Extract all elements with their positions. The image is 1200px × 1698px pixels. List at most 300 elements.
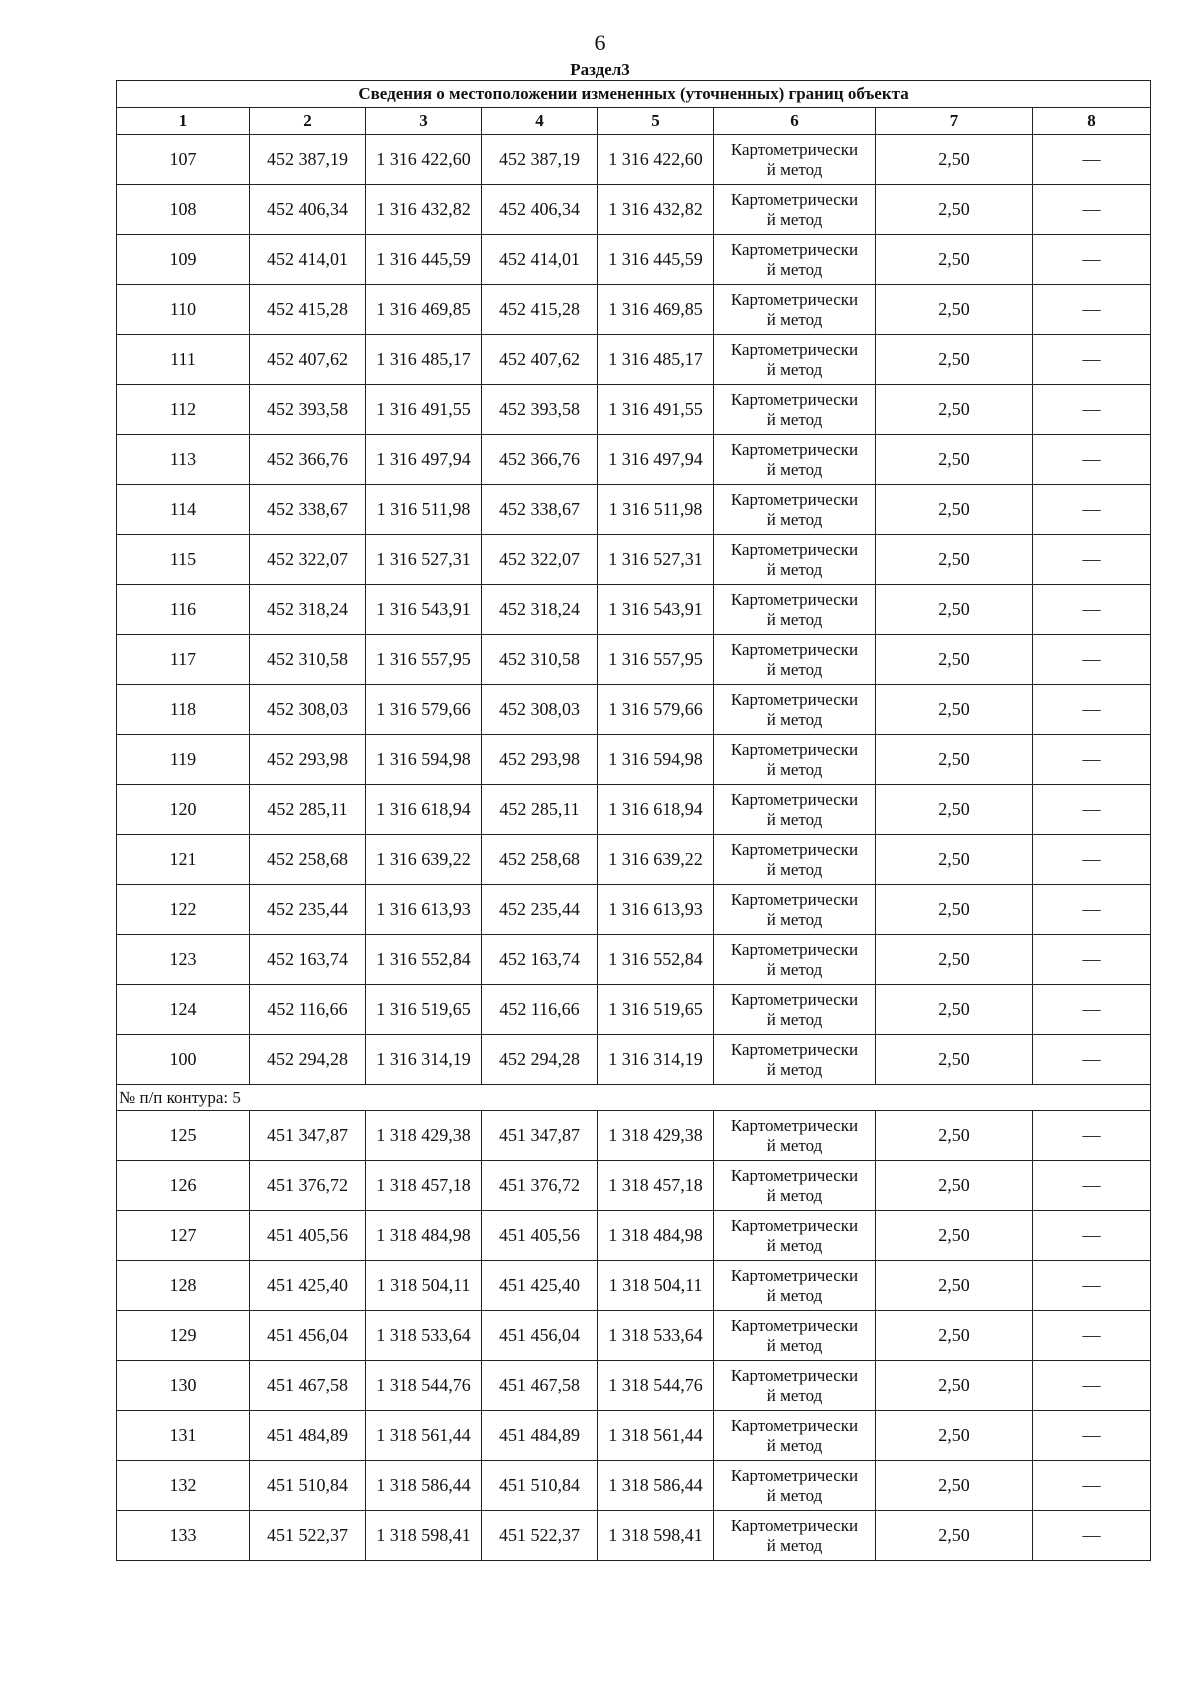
existing-x-cell: 452 366,76: [250, 435, 366, 485]
point-number-cell: 126: [117, 1161, 250, 1211]
note-cell: —: [1033, 985, 1151, 1035]
new-x-cell: 452 310,58: [482, 635, 598, 685]
method-line-2: й метод: [766, 1009, 823, 1029]
table-row: [117, 335, 1151, 385]
accuracy-cell: 2,50: [876, 785, 1033, 835]
table-row: [117, 685, 1151, 735]
accuracy-cell: 2,50: [876, 335, 1033, 385]
accuracy-cell: 2,50: [876, 985, 1033, 1035]
existing-y-cell: 1 316 314,19: [366, 1035, 482, 1085]
new-x-cell: 452 406,34: [482, 185, 598, 235]
existing-x-cell: 452 415,28: [250, 285, 366, 335]
table-row: [117, 435, 1151, 485]
method-line-2: й метод: [766, 759, 823, 779]
new-x-cell: 452 116,66: [482, 985, 598, 1035]
point-number-cell: 132: [117, 1461, 250, 1511]
existing-y-cell: 1 318 533,64: [366, 1311, 482, 1361]
column-numbers-row: [117, 108, 1151, 135]
point-number-cell: 114: [117, 485, 250, 535]
method-line-1: Картометрически: [730, 939, 859, 959]
method-line-1: Картометрически: [730, 189, 859, 209]
table-row: [117, 935, 1151, 985]
method-line-1: Картометрически: [730, 639, 859, 659]
new-x-cell: 452 414,01: [482, 235, 598, 285]
existing-y-cell: 1 316 511,98: [366, 485, 482, 535]
new-y-cell: 1 316 557,95: [598, 635, 714, 685]
existing-x-cell: 452 322,07: [250, 535, 366, 585]
table-row: [117, 185, 1151, 235]
new-y-cell: 1 316 552,84: [598, 935, 714, 985]
method-line-2: й метод: [766, 709, 823, 729]
note-cell: —: [1033, 935, 1151, 985]
existing-y-cell: 1 318 598,41: [366, 1511, 482, 1561]
new-x-cell: 451 376,72: [482, 1161, 598, 1211]
existing-x-cell: 452 285,11: [250, 785, 366, 835]
new-x-cell: 452 415,28: [482, 285, 598, 335]
point-number-cell: 111: [117, 335, 250, 385]
point-number-cell: 130: [117, 1361, 250, 1411]
method-line-1: Картометрически: [730, 139, 859, 159]
method-line-1: Картометрически: [730, 539, 859, 559]
method-line-1: Картометрически: [730, 1315, 859, 1335]
existing-x-cell: 452 407,62: [250, 335, 366, 385]
method-line-1: Картометрически: [730, 439, 859, 459]
accuracy-cell: 2,50: [876, 1311, 1033, 1361]
method-line-2: й метод: [766, 1535, 823, 1555]
note-cell: —: [1033, 1261, 1151, 1311]
method-cell: [714, 585, 876, 635]
point-number-cell: 131: [117, 1411, 250, 1461]
accuracy-cell: 2,50: [876, 1411, 1033, 1461]
table-row: [117, 1211, 1151, 1261]
new-x-cell: 452 235,44: [482, 885, 598, 935]
accuracy-cell: 2,50: [876, 585, 1033, 635]
method-cell: [714, 435, 876, 485]
method-cell: [714, 785, 876, 835]
point-number-cell: 122: [117, 885, 250, 935]
existing-x-cell: 451 425,40: [250, 1261, 366, 1311]
existing-y-cell: 1 318 544,76: [366, 1361, 482, 1411]
existing-y-cell: 1 316 445,59: [366, 235, 482, 285]
table-row: [117, 385, 1151, 435]
method-cell: [714, 235, 876, 285]
accuracy-cell: 2,50: [876, 1211, 1033, 1261]
table-caption: Сведения о местоположении измененных (уточненных) границ объекта: [117, 81, 1151, 108]
note-cell: —: [1033, 1511, 1151, 1561]
new-x-cell: 451 456,04: [482, 1311, 598, 1361]
new-x-cell: 451 467,58: [482, 1361, 598, 1411]
note-cell: —: [1033, 185, 1151, 235]
accuracy-cell: 2,50: [876, 1035, 1033, 1085]
column-number-7: 7: [876, 108, 1033, 135]
existing-y-cell: 1 316 552,84: [366, 935, 482, 985]
method-cell: [714, 1211, 876, 1261]
point-number-cell: 128: [117, 1261, 250, 1311]
table-row: [117, 1311, 1151, 1361]
existing-y-cell: 1 318 484,98: [366, 1211, 482, 1261]
new-y-cell: 1 316 594,98: [598, 735, 714, 785]
point-number-cell: 112: [117, 385, 250, 435]
method-cell: [714, 1161, 876, 1211]
new-y-cell: 1 318 484,98: [598, 1211, 714, 1261]
method-cell: [714, 135, 876, 185]
new-y-cell: 1 316 497,94: [598, 435, 714, 485]
note-cell: —: [1033, 1211, 1151, 1261]
method-cell: [714, 885, 876, 935]
contour-group-5: [117, 1111, 1151, 1561]
existing-x-cell: 452 318,24: [250, 585, 366, 635]
page-number: 6: [594, 30, 606, 55]
new-y-cell: 1 316 511,98: [598, 485, 714, 535]
contour-separator: [117, 1085, 1151, 1111]
note-cell: —: [1033, 335, 1151, 385]
point-number-cell: 133: [117, 1511, 250, 1561]
note-cell: —: [1033, 1311, 1151, 1361]
method-line-2: й метод: [766, 159, 823, 179]
existing-y-cell: 1 316 527,31: [366, 535, 482, 585]
method-line-1: Картометрически: [730, 1039, 859, 1059]
existing-y-cell: 1 316 618,94: [366, 785, 482, 835]
method-line-1: Картометрически: [730, 1215, 859, 1235]
existing-y-cell: 1 318 429,38: [366, 1111, 482, 1161]
existing-y-cell: 1 316 557,95: [366, 635, 482, 685]
existing-x-cell: 452 235,44: [250, 885, 366, 935]
column-number-1: 1: [117, 108, 250, 135]
new-y-cell: 1 316 445,59: [598, 235, 714, 285]
accuracy-cell: 2,50: [876, 685, 1033, 735]
column-number-2: 2: [250, 108, 366, 135]
new-y-cell: 1 318 533,64: [598, 1311, 714, 1361]
method-cell: [714, 1411, 876, 1461]
note-cell: —: [1033, 785, 1151, 835]
accuracy-cell: 2,50: [876, 435, 1033, 485]
point-number-cell: 110: [117, 285, 250, 335]
note-cell: —: [1033, 1161, 1151, 1211]
point-number-cell: 100: [117, 1035, 250, 1085]
existing-x-cell: 452 414,01: [250, 235, 366, 285]
point-number-cell: 116: [117, 585, 250, 635]
method-line-1: Картометрически: [730, 1365, 859, 1385]
new-y-cell: 1 316 527,31: [598, 535, 714, 585]
note-cell: —: [1033, 685, 1151, 735]
point-number-cell: 107: [117, 135, 250, 185]
existing-x-cell: 452 163,74: [250, 935, 366, 985]
accuracy-cell: 2,50: [876, 1161, 1033, 1211]
existing-x-cell: 451 467,58: [250, 1361, 366, 1411]
new-y-cell: 1 316 485,17: [598, 335, 714, 385]
existing-x-cell: 452 387,19: [250, 135, 366, 185]
table-row: [117, 1035, 1151, 1085]
new-x-cell: 452 318,24: [482, 585, 598, 635]
existing-x-cell: 452 293,98: [250, 735, 366, 785]
note-cell: —: [1033, 585, 1151, 635]
table-row: [117, 1161, 1151, 1211]
note-cell: —: [1033, 285, 1151, 335]
table-row: [117, 285, 1151, 335]
existing-x-cell: 452 258,68: [250, 835, 366, 885]
method-cell: [714, 985, 876, 1035]
existing-x-cell: 451 522,37: [250, 1511, 366, 1561]
method-line-1: Картометрически: [730, 739, 859, 759]
method-line-1: Картометрически: [730, 1265, 859, 1285]
new-x-cell: 452 366,76: [482, 435, 598, 485]
contour-group-1: [117, 135, 1151, 1085]
existing-x-cell: 452 294,28: [250, 1035, 366, 1085]
new-x-cell: 452 285,11: [482, 785, 598, 835]
new-y-cell: 1 316 519,65: [598, 985, 714, 1035]
table-caption-row: [117, 81, 1151, 108]
accuracy-cell: 2,50: [876, 285, 1033, 335]
table-row: [117, 585, 1151, 635]
new-y-cell: 1 318 429,38: [598, 1111, 714, 1161]
note-cell: —: [1033, 385, 1151, 435]
existing-x-cell: 451 456,04: [250, 1311, 366, 1361]
method-line-1: Картометрически: [730, 989, 859, 1009]
section-title: Раздел3: [570, 60, 630, 79]
new-x-cell: 452 258,68: [482, 835, 598, 885]
note-cell: —: [1033, 735, 1151, 785]
column-number-6: 6: [714, 108, 876, 135]
method-line-1: Картометрически: [730, 839, 859, 859]
method-line-2: й метод: [766, 959, 823, 979]
column-number-8: 8: [1033, 108, 1151, 135]
method-line-2: й метод: [766, 1135, 823, 1155]
column-number-3: 3: [366, 108, 482, 135]
method-line-2: й метод: [766, 259, 823, 279]
existing-x-cell: 452 406,34: [250, 185, 366, 235]
accuracy-cell: 2,50: [876, 1361, 1033, 1411]
accuracy-cell: 2,50: [876, 385, 1033, 435]
table-row: [117, 1511, 1151, 1561]
method-cell: [714, 1361, 876, 1411]
note-cell: —: [1033, 1411, 1151, 1461]
existing-x-cell: 452 116,66: [250, 985, 366, 1035]
new-x-cell: 452 293,98: [482, 735, 598, 785]
accuracy-cell: 2,50: [876, 1511, 1033, 1561]
existing-y-cell: 1 316 519,65: [366, 985, 482, 1035]
method-cell: [714, 1111, 876, 1161]
point-number-cell: 113: [117, 435, 250, 485]
note-cell: —: [1033, 1461, 1151, 1511]
existing-y-cell: 1 318 561,44: [366, 1411, 482, 1461]
new-y-cell: 1 318 598,41: [598, 1511, 714, 1561]
note-cell: —: [1033, 635, 1151, 685]
note-cell: —: [1033, 485, 1151, 535]
method-line-2: й метод: [766, 609, 823, 629]
table-row: [117, 635, 1151, 685]
existing-y-cell: 1 316 485,17: [366, 335, 482, 385]
method-line-1: Картометрически: [730, 489, 859, 509]
existing-y-cell: 1 316 613,93: [366, 885, 482, 935]
new-y-cell: 1 316 639,22: [598, 835, 714, 885]
new-x-cell: 452 294,28: [482, 1035, 598, 1085]
method-line-2: й метод: [766, 1485, 823, 1505]
table-row: [117, 485, 1151, 535]
table-row: [117, 1111, 1151, 1161]
table-row: [117, 985, 1151, 1035]
accuracy-cell: 2,50: [876, 1111, 1033, 1161]
accuracy-cell: 2,50: [876, 185, 1033, 235]
new-x-cell: 451 405,56: [482, 1211, 598, 1261]
method-line-2: й метод: [766, 809, 823, 829]
accuracy-cell: 2,50: [876, 935, 1033, 985]
accuracy-cell: 2,50: [876, 235, 1033, 285]
point-number-cell: 109: [117, 235, 250, 285]
table-row: [117, 885, 1151, 935]
method-cell: [714, 1261, 876, 1311]
new-x-cell: 452 393,58: [482, 385, 598, 435]
method-cell: [714, 335, 876, 385]
existing-y-cell: 1 316 491,55: [366, 385, 482, 435]
existing-x-cell: 452 338,67: [250, 485, 366, 535]
method-cell: [714, 935, 876, 985]
table-row: [117, 1261, 1151, 1311]
point-number-cell: 121: [117, 835, 250, 885]
coordinates-table: [116, 80, 1151, 1561]
table-row: [117, 735, 1151, 785]
method-line-2: й метод: [766, 859, 823, 879]
note-cell: —: [1033, 835, 1151, 885]
point-number-cell: 127: [117, 1211, 250, 1261]
method-cell: [714, 535, 876, 585]
method-cell: [714, 485, 876, 535]
note-cell: —: [1033, 435, 1151, 485]
table-row: [117, 135, 1151, 185]
method-line-1: Картометрически: [730, 239, 859, 259]
method-line-2: й метод: [766, 1185, 823, 1205]
note-cell: —: [1033, 885, 1151, 935]
accuracy-cell: 2,50: [876, 535, 1033, 585]
accuracy-cell: 2,50: [876, 485, 1033, 535]
method-line-1: Картометрически: [730, 1165, 859, 1185]
method-cell: [714, 385, 876, 435]
table-row: [117, 235, 1151, 285]
existing-y-cell: 1 318 504,11: [366, 1261, 482, 1311]
new-x-cell: 451 347,87: [482, 1111, 598, 1161]
method-line-1: Картометрически: [730, 889, 859, 909]
existing-x-cell: 451 510,84: [250, 1461, 366, 1511]
method-line-2: й метод: [766, 359, 823, 379]
point-number-cell: 123: [117, 935, 250, 985]
existing-y-cell: 1 316 497,94: [366, 435, 482, 485]
method-line-2: й метод: [766, 309, 823, 329]
table-row: [117, 785, 1151, 835]
point-number-cell: 124: [117, 985, 250, 1035]
existing-y-cell: 1 316 543,91: [366, 585, 482, 635]
new-y-cell: 1 318 544,76: [598, 1361, 714, 1411]
method-line-2: й метод: [766, 1235, 823, 1255]
method-line-2: й метод: [766, 509, 823, 529]
table-row: [117, 1361, 1151, 1411]
table-row: [117, 535, 1151, 585]
new-y-cell: 1 316 314,19: [598, 1035, 714, 1085]
method-line-2: й метод: [766, 909, 823, 929]
method-line-2: й метод: [766, 459, 823, 479]
method-line-1: Картометрически: [730, 1465, 859, 1485]
new-y-cell: 1 318 504,11: [598, 1261, 714, 1311]
column-number-5: 5: [598, 108, 714, 135]
contour-label: № п/п контура: 5: [117, 1085, 1151, 1111]
point-number-cell: 115: [117, 535, 250, 585]
note-cell: —: [1033, 1111, 1151, 1161]
existing-x-cell: 451 347,87: [250, 1111, 366, 1161]
new-y-cell: 1 316 469,85: [598, 285, 714, 335]
existing-x-cell: 451 376,72: [250, 1161, 366, 1211]
existing-y-cell: 1 318 457,18: [366, 1161, 482, 1211]
note-cell: —: [1033, 235, 1151, 285]
existing-x-cell: 452 308,03: [250, 685, 366, 735]
point-number-cell: 125: [117, 1111, 250, 1161]
new-x-cell: 452 322,07: [482, 535, 598, 585]
existing-x-cell: 451 484,89: [250, 1411, 366, 1461]
accuracy-cell: 2,50: [876, 1461, 1033, 1511]
method-line-1: Картометрически: [730, 1415, 859, 1435]
method-line-1: Картометрически: [730, 389, 859, 409]
point-number-cell: 120: [117, 785, 250, 835]
existing-y-cell: 1 316 432,82: [366, 185, 482, 235]
table-row: [117, 835, 1151, 885]
note-cell: —: [1033, 1035, 1151, 1085]
method-cell: [714, 1035, 876, 1085]
method-cell: [714, 285, 876, 335]
accuracy-cell: 2,50: [876, 1261, 1033, 1311]
new-y-cell: 1 316 579,66: [598, 685, 714, 735]
method-line-2: й метод: [766, 559, 823, 579]
new-y-cell: 1 316 491,55: [598, 385, 714, 435]
new-x-cell: 451 484,89: [482, 1411, 598, 1461]
method-cell: [714, 1511, 876, 1561]
new-y-cell: 1 318 561,44: [598, 1411, 714, 1461]
method-line-2: й метод: [766, 409, 823, 429]
method-line-2: й метод: [766, 659, 823, 679]
accuracy-cell: 2,50: [876, 735, 1033, 785]
method-line-1: Картометрически: [730, 589, 859, 609]
point-number-cell: 119: [117, 735, 250, 785]
existing-y-cell: 1 318 586,44: [366, 1461, 482, 1511]
new-y-cell: 1 318 586,44: [598, 1461, 714, 1511]
method-cell: [714, 1461, 876, 1511]
new-y-cell: 1 316 613,93: [598, 885, 714, 935]
new-y-cell: 1 316 618,94: [598, 785, 714, 835]
method-line-1: Картометрически: [730, 339, 859, 359]
method-line-1: Картометрически: [730, 789, 859, 809]
method-line-1: Картометрически: [730, 1115, 859, 1135]
method-line-2: й метод: [766, 1285, 823, 1305]
method-line-1: Картометрически: [730, 689, 859, 709]
existing-y-cell: 1 316 579,66: [366, 685, 482, 735]
note-cell: —: [1033, 535, 1151, 585]
new-x-cell: 452 407,62: [482, 335, 598, 385]
new-y-cell: 1 316 422,60: [598, 135, 714, 185]
table-row: [117, 1411, 1151, 1461]
new-x-cell: 451 425,40: [482, 1261, 598, 1311]
existing-y-cell: 1 316 469,85: [366, 285, 482, 335]
new-x-cell: 452 163,74: [482, 935, 598, 985]
contour-label-row: [117, 1085, 1151, 1111]
point-number-cell: 118: [117, 685, 250, 735]
existing-y-cell: 1 316 594,98: [366, 735, 482, 785]
existing-x-cell: 452 393,58: [250, 385, 366, 435]
point-number-cell: 108: [117, 185, 250, 235]
method-line-2: й метод: [766, 1435, 823, 1455]
point-number-cell: 129: [117, 1311, 250, 1361]
method-cell: [714, 685, 876, 735]
new-x-cell: 452 308,03: [482, 685, 598, 735]
method-cell: [714, 185, 876, 235]
existing-x-cell: 452 310,58: [250, 635, 366, 685]
accuracy-cell: 2,50: [876, 835, 1033, 885]
method-cell: [714, 835, 876, 885]
